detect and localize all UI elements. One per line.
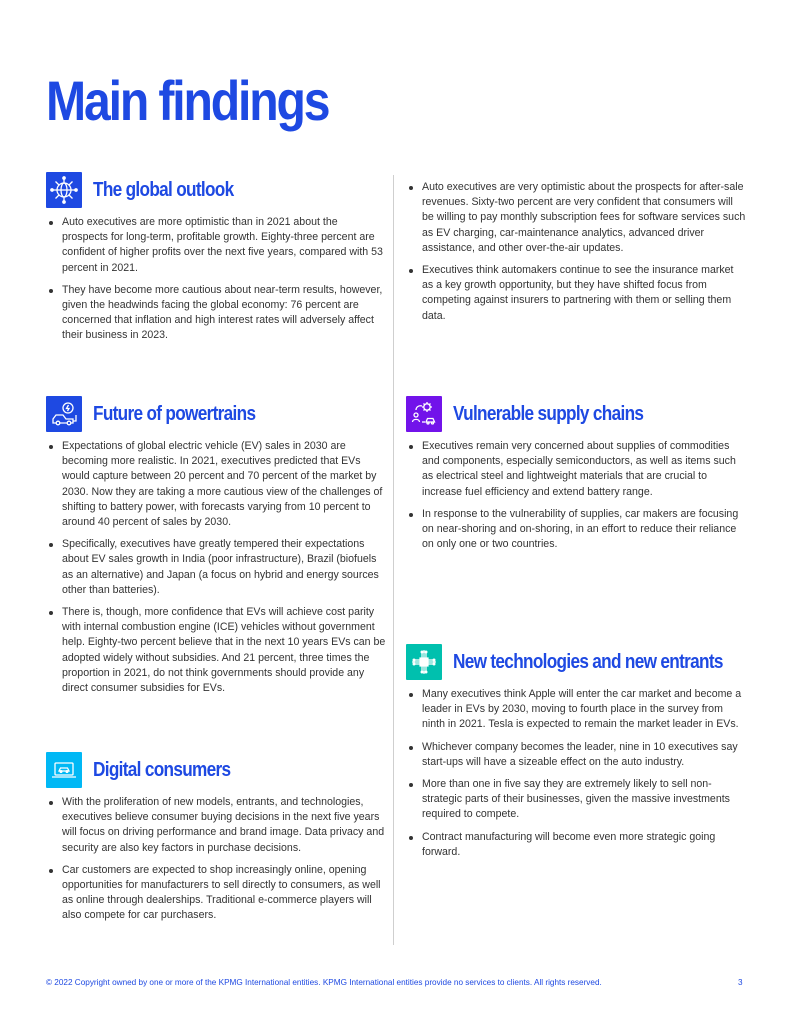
chip-circuit-icon [406, 644, 442, 680]
list-item: Auto executives are more optimistic than in 2021 about the prospects for long-term, profitable growth. Eighty-three percent are confident of higher profits over the next five years, compared with 53 percent in 2021. [46, 215, 386, 276]
bullet-list [46, 439, 386, 696]
list-item: Car customers are expected to shop increasingly online, opening opportunities for manufacturers to sell directly to consumers, as well as online through dealerships. Traditional e-commerce players will also compete for car purchasers. [46, 863, 386, 924]
list-item: Auto executives are very optimistic about the prospects for after-sale revenues. Sixty-two percent are very confident that consumers will be willing to pay monthly subscription fees for software services such as EV charging, car-maintenance analytics, advanced driver assistance, and other over-the-air updates. [406, 180, 746, 256]
list-item: With the proliferation of new models, entrants, and technologies, executives believe consumer buying decisions in the next five years will focus on driving performance and brand image. Data privacy and security are also key factors in purchase decisions. [46, 795, 386, 856]
section-title: Digital consumers [93, 758, 231, 781]
section-title: Vulnerable supply chains [453, 402, 644, 425]
bullet-list [46, 215, 386, 344]
list-item: In response to the vulnerability of supplies, car makers are focusing on near-shoring and on-shoring, in an effort to reduce their reliance on only one or two countries. [406, 507, 746, 553]
list-item: Executives remain very concerned about supplies of commodities and components, especially semiconductors, as well as items such as electrical steel and lightweight materials that are crucial to increase fuel efficiency and extend battery range. [406, 439, 746, 500]
section-new-technologies [406, 644, 746, 867]
page-title: Main findings [46, 69, 329, 132]
footer-copyright: © 2022 Copyright owned by one or more of the KPMG International entities. KPMG International entities provide no services to clients. All rights reserved. [46, 978, 602, 987]
page-number: 3 [738, 978, 743, 987]
bullet-list [406, 439, 746, 552]
section-future-of-powertrains [46, 396, 386, 703]
section-digital-consumers [46, 752, 386, 931]
list-item: More than one in five say they are extremely likely to sell non-strategic parts of their businesses, given the massive investments required to compete. [406, 777, 746, 823]
section-header [406, 396, 746, 432]
bullet-list [406, 687, 746, 860]
section-aftersale [406, 180, 746, 331]
section-global-outlook [46, 172, 386, 351]
section-vulnerable-supply-chains [406, 396, 746, 559]
list-item: Executives think automakers continue to see the insurance market as a key growth opportunity, but they have shifted focus from competing against insurers to partnering with them or selling them data. [406, 263, 746, 324]
list-item: They have become more cautious about near-term results, however, given the headwinds facing the global economy: 76 percent are concerned that inflation and high interest rates will adversely affect their business in 2023. [46, 283, 386, 344]
section-title: New technologies and new entrants [453, 650, 723, 673]
list-item: Many executives think Apple will enter the car market and become a leader in EVs by 2030, moving to fourth place in the survey from ninth in 2021. Tesla is expected to remain the market leader in EVs. [406, 687, 746, 733]
list-item: Expectations of global electric vehicle (EV) sales in 2030 are becoming more realistic. In 2021, executives predicted that EVs would capture between 20 percent and 70 percent of the market by 2030. Now they are taking a more cautious view of the challenges of shifting to battery power, with forecasts varying from 10 percent to around 40 percent of sales by 2030. [46, 439, 386, 530]
list-item: Contract manufacturing will become even more strategic going forward. [406, 830, 746, 860]
bullet-list [46, 795, 386, 924]
globe-network-icon [46, 172, 82, 208]
section-header [46, 752, 386, 788]
electric-car-icon [46, 396, 82, 432]
list-item: There is, though, more confidence that EVs will achieve cost parity with internal combustion engine (ICE) vehicles without government help. Eighty-two percent believe that in the next 10 years EVs can be adopted widely without subsidies. And 21 percent, three times the proportion in 2021, do not think governments should provide any direct consumer subsidies for EVs. [46, 605, 386, 696]
laptop-car-icon [46, 752, 82, 788]
section-title: Future of powertrains [93, 402, 256, 425]
section-title: The global outlook [93, 178, 234, 201]
list-item: Whichever company becomes the leader, nine in 10 executives say start-ups will have a sizeable effect on the auto industry. [406, 740, 746, 770]
section-header [46, 396, 386, 432]
column-divider [393, 175, 394, 945]
list-item: Specifically, executives have greatly tempered their expectations about EV sales growth in India (poor infrastructure), Brazil (biofuels as an alternative) and Japan (a focus on hybrid and energy sources other than batteries). [46, 537, 386, 598]
section-header [46, 172, 386, 208]
supply-chain-icon [406, 396, 442, 432]
section-header [406, 644, 746, 680]
bullet-list [406, 180, 746, 324]
